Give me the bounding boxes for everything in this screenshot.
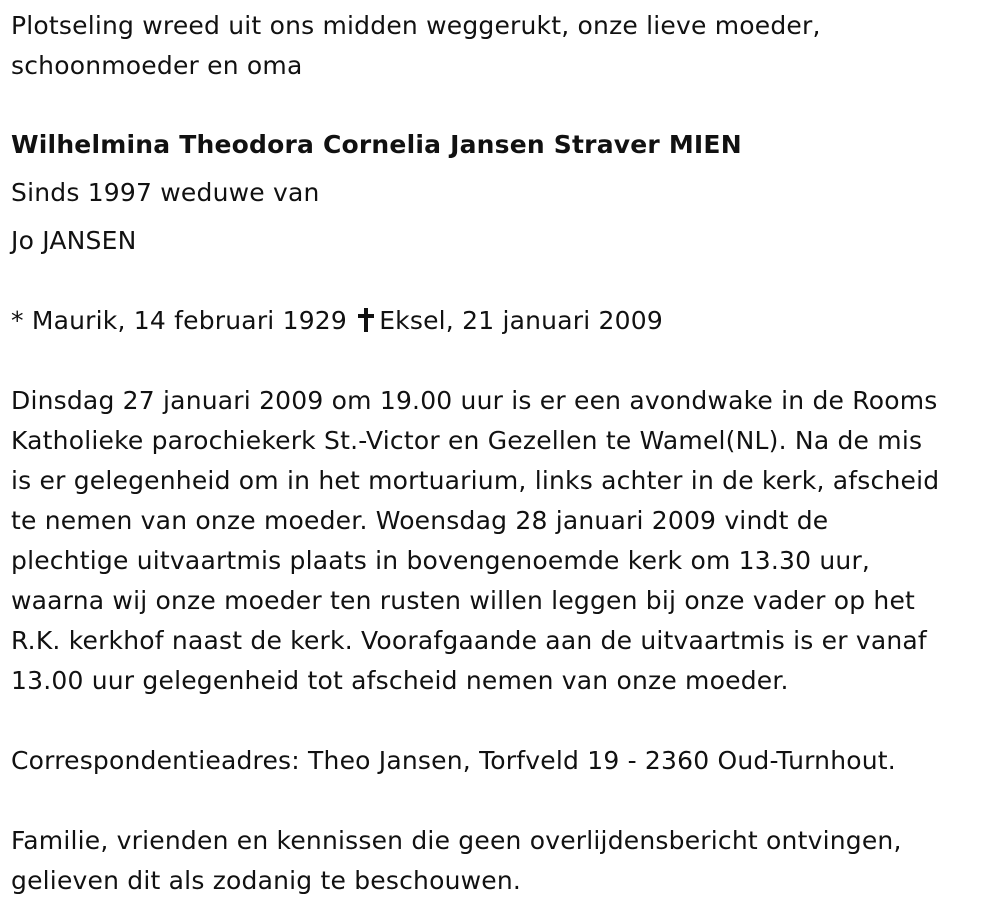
widow-line: Sinds 1997 weduwe van	[11, 178, 320, 207]
spouse-name: Jo JANSEN	[11, 226, 137, 255]
ceremony-line: 13.00 uur gelegenheid tot afscheid nemen van onze moeder.	[11, 666, 789, 695]
correspondence-address: Correspondentieadres: Theo Jansen, Torfveld 19 - 2360 Oud-Turnhout.	[11, 746, 896, 775]
ceremony-line: R.K. kerkhof naast de kerk. Voorafgaande aan de uitvaartmis is er vanaf	[11, 626, 927, 655]
intro-line: Plotseling wreed uit ons midden weggerukt, onze lieve moeder,	[11, 11, 821, 40]
ceremony-line: Dinsdag 27 januari 2009 om 19.00 uur is er een avondwake in de Rooms	[11, 386, 938, 415]
intro-line: schoonmoeder en oma	[11, 51, 303, 80]
cross-icon	[357, 308, 375, 332]
death-date: Eksel, 21 januari 2009	[379, 306, 663, 335]
closing-line: Familie, vrienden en kennissen die geen overlijdensbericht ontvingen,	[11, 826, 902, 855]
ceremony-line: Katholieke parochiekerk St.-Victor en Gezellen te Wamel(NL). Na de mis	[11, 426, 923, 455]
life-dates	[11, 301, 663, 341]
ceremony-line: is er gelegenheid om in het mortuarium, links achter in de kerk, afscheid	[11, 466, 940, 495]
ceremony-line: te nemen van onze moeder. Woensdag 28 januari 2009 vindt de	[11, 506, 829, 535]
birth-date: * Maurik, 14 februari 1929	[11, 306, 348, 335]
closing-line: gelieven dit als zodanig te beschouwen.	[11, 866, 522, 895]
ceremony-line: plechtige uitvaartmis plaats in bovengenoemde kerk om 13.30 uur,	[11, 546, 871, 575]
deceased-name: Wilhelmina Theodora Cornelia Jansen Straver MIEN	[11, 130, 742, 159]
ceremony-line: waarna wij onze moeder ten rusten willen leggen bij onze vader op het	[11, 586, 916, 615]
